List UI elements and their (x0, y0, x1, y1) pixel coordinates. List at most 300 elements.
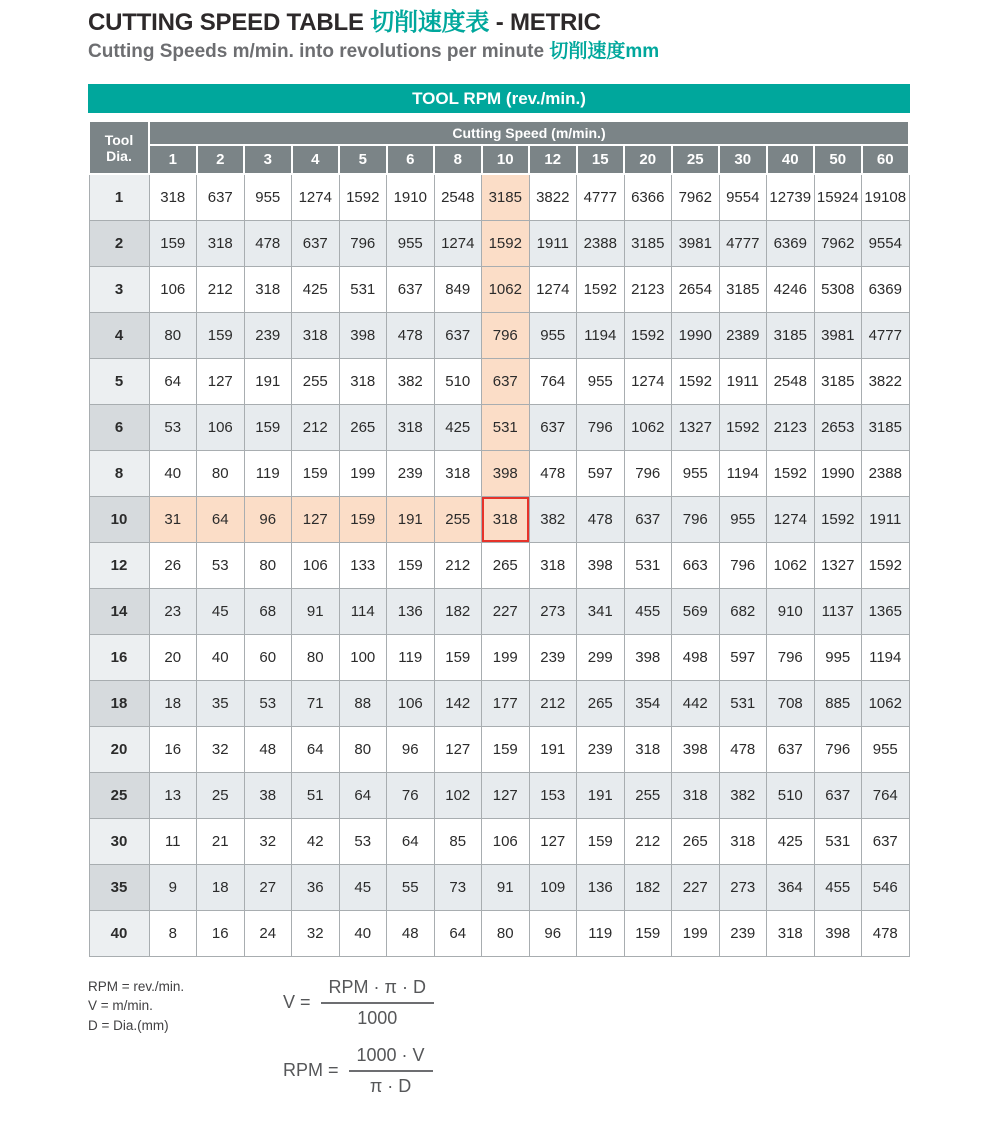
rpm-cell: 127 (434, 726, 482, 772)
rpm-cell: 64 (434, 910, 482, 956)
rpm-cell: 546 (862, 864, 910, 910)
rpm-cell: 1592 (814, 496, 862, 542)
rpm-cell: 3185 (482, 174, 530, 220)
rpm-cell: 53 (197, 542, 245, 588)
rpm-cell: 106 (387, 680, 435, 726)
tool-dia-cell: 35 (89, 864, 149, 910)
legend-v: V = m/min. (88, 998, 153, 1014)
rpm-cell: 478 (719, 726, 767, 772)
rpm-cell: 80 (197, 450, 245, 496)
rpm-cell: 663 (672, 542, 720, 588)
formulas (283, 977, 434, 1097)
rpm-cell: 1274 (292, 174, 340, 220)
rpm-cell: 531 (814, 818, 862, 864)
rpm-cell: 64 (149, 358, 197, 404)
rpm-cell: 88 (339, 680, 387, 726)
rpm-cell: 4777 (577, 174, 625, 220)
rpm-cell-highlight-target: 318 (482, 496, 530, 542)
rpm-cell: 239 (244, 312, 292, 358)
rpm-cell: 20 (149, 634, 197, 680)
rpm-cell: 569 (672, 588, 720, 634)
rpm-cell: 796 (482, 312, 530, 358)
rpm-cell: 212 (292, 404, 340, 450)
rpm-cell: 955 (387, 220, 435, 266)
rpm-cell: 1194 (719, 450, 767, 496)
rpm-cell: 910 (767, 588, 815, 634)
rpm-cell: 637 (814, 772, 862, 818)
rpm-cell: 3822 (529, 174, 577, 220)
rpm-table-head (89, 121, 909, 174)
rpm-cell: 3185 (814, 358, 862, 404)
rpm-cell: 4777 (719, 220, 767, 266)
rpm-cell: 955 (719, 496, 767, 542)
rpm-cell: 478 (529, 450, 577, 496)
table-row (89, 496, 909, 542)
rpm-cell: 955 (672, 450, 720, 496)
rpm-cell: 1062 (862, 680, 910, 726)
rpm-cell: 136 (387, 588, 435, 634)
rpm-cell: 159 (292, 450, 340, 496)
formula-v (283, 977, 434, 1029)
rpm-cell: 159 (197, 312, 245, 358)
rpm-cell: 637 (387, 266, 435, 312)
rpm-cell: 40 (149, 450, 197, 496)
rpm-cell: 159 (387, 542, 435, 588)
rpm-cell: 133 (339, 542, 387, 588)
rpm-cell: 1274 (767, 496, 815, 542)
rpm-cell: 597 (719, 634, 767, 680)
rpm-cell: 3981 (814, 312, 862, 358)
rpm-cell: 849 (434, 266, 482, 312)
rpm-cell: 80 (244, 542, 292, 588)
rpm-cell: 796 (577, 404, 625, 450)
formula-rpm-fraction (349, 1045, 433, 1097)
rpm-cell: 265 (672, 818, 720, 864)
rpm-cell: 1062 (767, 542, 815, 588)
rpm-cell: 127 (197, 358, 245, 404)
rpm-cell: 1274 (624, 358, 672, 404)
tool-dia-cell: 20 (89, 726, 149, 772)
rpm-cell: 239 (387, 450, 435, 496)
rpm-cell: 32 (197, 726, 245, 772)
speed-col-header: 8 (434, 145, 482, 174)
speed-col-header: 20 (624, 145, 672, 174)
rpm-cell: 637 (529, 404, 577, 450)
rpm-cell: 80 (482, 910, 530, 956)
speed-col-header: 25 (672, 145, 720, 174)
rpm-cell: 227 (672, 864, 720, 910)
legend (88, 977, 283, 1036)
rpm-cell: 13 (149, 772, 197, 818)
rpm-cell: 1062 (482, 266, 530, 312)
rpm-cell: 106 (197, 404, 245, 450)
rpm-cell: 531 (482, 404, 530, 450)
rpm-cell: 2123 (624, 266, 672, 312)
rpm-cell: 3981 (672, 220, 720, 266)
table-row (89, 174, 909, 220)
rpm-cell: 7962 (672, 174, 720, 220)
rpm-cell: 442 (672, 680, 720, 726)
rpm-cell: 106 (482, 818, 530, 864)
rpm-cell: 637 (624, 496, 672, 542)
rpm-cell: 2654 (672, 266, 720, 312)
speed-col-header: 30 (719, 145, 767, 174)
rpm-cell: 96 (244, 496, 292, 542)
rpm-cell: 1327 (814, 542, 862, 588)
rpm-cell: 159 (244, 404, 292, 450)
footer (88, 977, 910, 1097)
cutting-speed-group-header: Cutting Speed (m/min.) (149, 121, 909, 145)
rpm-cell: 478 (862, 910, 910, 956)
rpm-cell: 1592 (672, 358, 720, 404)
rpm-cell: 191 (244, 358, 292, 404)
rpm-cell: 265 (577, 680, 625, 726)
title-en: CUTTING SPEED TABLE (88, 9, 364, 36)
rpm-cell: 6366 (624, 174, 672, 220)
rpm-cell: 597 (577, 450, 625, 496)
rpm-cell: 6369 (862, 266, 910, 312)
rpm-cell: 177 (482, 680, 530, 726)
rpm-cell: 1062 (624, 404, 672, 450)
table-row (89, 266, 909, 312)
rpm-cell: 18 (149, 680, 197, 726)
rpm-cell: 11 (149, 818, 197, 864)
rpm-cell: 510 (767, 772, 815, 818)
rpm-cell: 109 (529, 864, 577, 910)
rpm-cell: 265 (482, 542, 530, 588)
rpm-cell: 36 (292, 864, 340, 910)
rpm-cell: 53 (339, 818, 387, 864)
rpm-cell: 3185 (767, 312, 815, 358)
rpm-cell: 1365 (862, 588, 910, 634)
rpm-cell: 45 (197, 588, 245, 634)
rpm-cell: 159 (482, 726, 530, 772)
rpm-cell: 199 (482, 634, 530, 680)
rpm-cell: 1194 (862, 634, 910, 680)
subtitle-zh: 切削速度mm (549, 41, 660, 63)
rpm-cell: 265 (339, 404, 387, 450)
formula-v-lhs: V = (283, 992, 311, 1013)
legend-d: D = Dia.(mm) (88, 1017, 169, 1033)
rpm-cell: 27 (244, 864, 292, 910)
rpm-cell: 398 (814, 910, 862, 956)
rpm-cell: 91 (482, 864, 530, 910)
rpm-cell: 796 (672, 496, 720, 542)
rpm-cell: 8 (149, 910, 197, 956)
rpm-cell: 127 (482, 772, 530, 818)
rpm-cell: 159 (577, 818, 625, 864)
rpm-cell: 2653 (814, 404, 862, 450)
legend-rpm: RPM = rev./min. (88, 978, 185, 994)
rpm-cell: 45 (339, 864, 387, 910)
rpm-cell: 398 (577, 542, 625, 588)
rpm-cell: 764 (529, 358, 577, 404)
title-suffix: - METRIC (495, 9, 601, 36)
rpm-cell: 191 (529, 726, 577, 772)
rpm-cell: 637 (482, 358, 530, 404)
rpm-cell: 1592 (482, 220, 530, 266)
speed-col-header: 50 (814, 145, 862, 174)
rpm-cell: 3185 (862, 404, 910, 450)
rpm-cell: 212 (434, 542, 482, 588)
rpm-cell: 273 (529, 588, 577, 634)
rpm-cell: 318 (719, 818, 767, 864)
tool-dia-cell: 1 (89, 174, 149, 220)
rpm-cell: 510 (434, 358, 482, 404)
rpm-cell: 382 (719, 772, 767, 818)
rpm-cell: 708 (767, 680, 815, 726)
rpm-cell: 955 (577, 358, 625, 404)
rpm-cell: 136 (577, 864, 625, 910)
rpm-table (88, 120, 910, 957)
rpm-cell: 318 (767, 910, 815, 956)
rpm-cell: 1592 (339, 174, 387, 220)
rpm-cell: 637 (767, 726, 815, 772)
speed-col-header: 60 (862, 145, 910, 174)
rpm-cell: 531 (339, 266, 387, 312)
rpm-cell: 64 (197, 496, 245, 542)
rpm-cell: 995 (814, 634, 862, 680)
rpm-cell: 239 (529, 634, 577, 680)
rpm-cell: 354 (624, 680, 672, 726)
rpm-cell: 212 (624, 818, 672, 864)
speed-col-header: 40 (767, 145, 815, 174)
rpm-cell: 80 (292, 634, 340, 680)
rpm-cell: 32 (244, 818, 292, 864)
formula-rpm (283, 1045, 434, 1097)
tool-dia-cell: 5 (89, 358, 149, 404)
tool-dia-cell: 4 (89, 312, 149, 358)
table-row (89, 726, 909, 772)
rpm-cell: 73 (434, 864, 482, 910)
rpm-cell: 318 (339, 358, 387, 404)
rpm-cell: 2548 (767, 358, 815, 404)
rpm-cell: 318 (434, 450, 482, 496)
tool-dia-cell: 10 (89, 496, 149, 542)
table-row (89, 864, 909, 910)
rpm-cell: 637 (434, 312, 482, 358)
rpm-cell: 212 (529, 680, 577, 726)
rpm-cell: 96 (529, 910, 577, 956)
tool-dia-cell: 8 (89, 450, 149, 496)
rpm-cell: 68 (244, 588, 292, 634)
formula-v-fraction (321, 977, 434, 1029)
rpm-cell: 398 (482, 450, 530, 496)
rpm-cell: 64 (292, 726, 340, 772)
tool-dia-cell: 6 (89, 404, 149, 450)
tool-dia-header: Tool Dia. (89, 121, 149, 174)
tool-dia-cell: 14 (89, 588, 149, 634)
rpm-cell: 1910 (387, 174, 435, 220)
rpm-cell: 60 (244, 634, 292, 680)
rpm-cell: 239 (577, 726, 625, 772)
rpm-cell: 318 (672, 772, 720, 818)
rpm-cell: 682 (719, 588, 767, 634)
rpm-cell: 191 (387, 496, 435, 542)
rpm-cell: 25 (197, 772, 245, 818)
rpm-cell: 6369 (767, 220, 815, 266)
rpm-cell: 2388 (577, 220, 625, 266)
rpm-cell: 318 (292, 312, 340, 358)
rpm-cell: 1592 (624, 312, 672, 358)
rpm-cell: 91 (292, 588, 340, 634)
rpm-cell: 255 (434, 496, 482, 542)
rpm-cell: 382 (529, 496, 577, 542)
formula-rpm-lhs: RPM = (283, 1060, 339, 1081)
rpm-cell: 31 (149, 496, 197, 542)
rpm-cell: 55 (387, 864, 435, 910)
table-row (89, 818, 909, 864)
rpm-cell: 53 (244, 680, 292, 726)
rpm-cell: 455 (624, 588, 672, 634)
rpm-cell: 3822 (862, 358, 910, 404)
rpm-cell: 106 (149, 266, 197, 312)
table-row (89, 680, 909, 726)
rpm-cell: 1327 (672, 404, 720, 450)
rpm-cell: 341 (577, 588, 625, 634)
rpm-cell: 398 (339, 312, 387, 358)
rpm-cell: 455 (814, 864, 862, 910)
tool-dia-cell: 18 (89, 680, 149, 726)
rpm-cell: 16 (197, 910, 245, 956)
rpm-cell: 40 (197, 634, 245, 680)
rpm-cell: 100 (339, 634, 387, 680)
rpm-cell: 119 (577, 910, 625, 956)
rpm-cell: 637 (197, 174, 245, 220)
rpm-cell: 796 (767, 634, 815, 680)
rpm-cell: 23 (149, 588, 197, 634)
rpm-cell: 142 (434, 680, 482, 726)
rpm-cell: 796 (624, 450, 672, 496)
rpm-cell: 398 (624, 634, 672, 680)
speed-col-header: 5 (339, 145, 387, 174)
rpm-cell: 1911 (862, 496, 910, 542)
rpm-cell: 80 (339, 726, 387, 772)
rpm-cell: 1592 (577, 266, 625, 312)
speed-col-header: 1 (149, 145, 197, 174)
rpm-cell: 32 (292, 910, 340, 956)
rpm-cell: 1990 (814, 450, 862, 496)
rpm-cell: 76 (387, 772, 435, 818)
rpm-cell: 273 (719, 864, 767, 910)
rpm-cell: 5308 (814, 266, 862, 312)
rpm-cell: 53 (149, 404, 197, 450)
speed-col-header: 10 (482, 145, 530, 174)
rpm-cell: 2389 (719, 312, 767, 358)
rpm-cell: 15924 (814, 174, 862, 220)
rpm-cell: 425 (767, 818, 815, 864)
title-zh: 切削速度表 (370, 9, 490, 36)
rpm-cell: 1592 (719, 404, 767, 450)
table-row (89, 404, 909, 450)
tool-dia-cell: 40 (89, 910, 149, 956)
rpm-cell: 478 (577, 496, 625, 542)
rpm-cell: 182 (434, 588, 482, 634)
rpm-cell: 364 (767, 864, 815, 910)
formula-rpm-denominator: π · D (369, 1075, 412, 1096)
rpm-cell: 531 (719, 680, 767, 726)
page-subtitle (88, 42, 910, 63)
rpm-cell: 478 (244, 220, 292, 266)
rpm-cell: 796 (339, 220, 387, 266)
rpm-cell: 796 (719, 542, 767, 588)
rpm-table-body (89, 174, 909, 956)
rpm-cell: 51 (292, 772, 340, 818)
tool-dia-cell: 25 (89, 772, 149, 818)
rpm-cell: 64 (339, 772, 387, 818)
rpm-cell: 299 (577, 634, 625, 680)
formula-rpm-numerator: 1000 · V (349, 1045, 433, 1072)
rpm-cell: 4246 (767, 266, 815, 312)
table-row (89, 910, 909, 956)
rpm-cell: 21 (197, 818, 245, 864)
speed-col-header: 3 (244, 145, 292, 174)
rpm-cell: 85 (434, 818, 482, 864)
table-row (89, 634, 909, 680)
rpm-cell: 212 (197, 266, 245, 312)
rpm-cell: 255 (624, 772, 672, 818)
rpm-cell: 48 (244, 726, 292, 772)
speed-col-header: 12 (529, 145, 577, 174)
rpm-cell: 955 (529, 312, 577, 358)
rpm-cell: 318 (624, 726, 672, 772)
rpm-cell: 425 (292, 266, 340, 312)
rpm-cell: 114 (339, 588, 387, 634)
subtitle-en: Cutting Speeds m/min. into revolutions per minute (88, 41, 545, 63)
rpm-cell: 24 (244, 910, 292, 956)
tool-dia-cell: 2 (89, 220, 149, 266)
rpm-cell: 1990 (672, 312, 720, 358)
speed-col-header: 6 (387, 145, 435, 174)
rpm-cell: 64 (387, 818, 435, 864)
tool-dia-cell: 3 (89, 266, 149, 312)
table-row (89, 450, 909, 496)
rpm-cell: 119 (387, 634, 435, 680)
rpm-cell: 239 (719, 910, 767, 956)
rpm-cell: 40 (339, 910, 387, 956)
rpm-cell: 1911 (529, 220, 577, 266)
table-row (89, 358, 909, 404)
formula-v-denominator: 1000 (357, 1007, 398, 1028)
rpm-cell: 4777 (862, 312, 910, 358)
rpm-cell: 35 (197, 680, 245, 726)
rpm-cell: 38 (244, 772, 292, 818)
rpm-cell: 182 (624, 864, 672, 910)
rpm-cell: 1274 (434, 220, 482, 266)
page-title (88, 10, 910, 36)
rpm-cell: 318 (387, 404, 435, 450)
rpm-cell: 318 (244, 266, 292, 312)
rpm-cell: 153 (529, 772, 577, 818)
rpm-cell: 637 (862, 818, 910, 864)
speed-col-header: 15 (577, 145, 625, 174)
rpm-cell: 1194 (577, 312, 625, 358)
rpm-cell: 127 (529, 818, 577, 864)
rpm-cell: 478 (387, 312, 435, 358)
tool-dia-cell: 16 (89, 634, 149, 680)
rpm-cell: 764 (862, 772, 910, 818)
rpm-cell: 382 (387, 358, 435, 404)
rpm-cell: 71 (292, 680, 340, 726)
rpm-cell: 19108 (862, 174, 910, 220)
rpm-cell: 318 (529, 542, 577, 588)
rpm-cell: 318 (197, 220, 245, 266)
rpm-cell: 1137 (814, 588, 862, 634)
speed-col-header: 4 (292, 145, 340, 174)
rpm-cell: 255 (292, 358, 340, 404)
rpm-cell: 955 (862, 726, 910, 772)
tool-dia-cell: 30 (89, 818, 149, 864)
